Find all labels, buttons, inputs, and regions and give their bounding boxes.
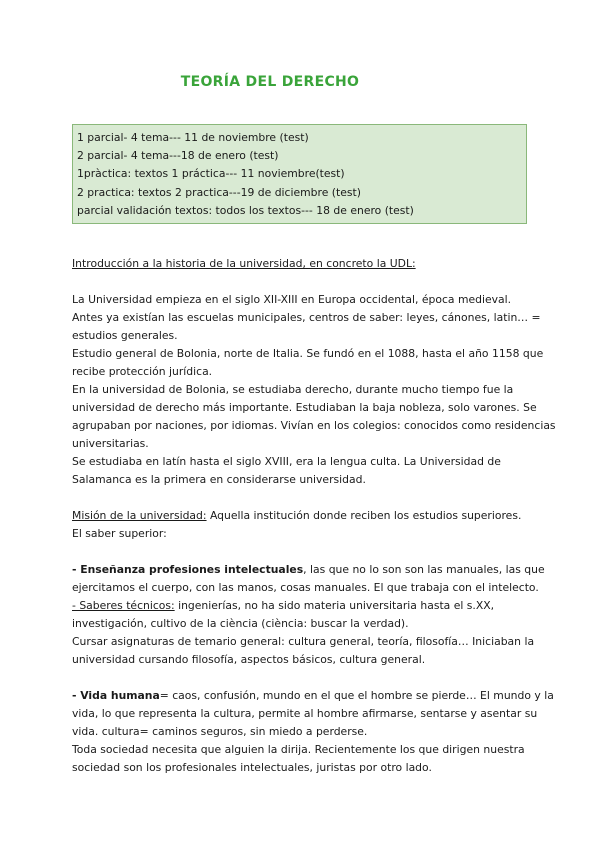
vida-text: = caos, confusión, mundo en el que el hombre se pierde… El mundo y la [159,689,554,702]
paragraph-line: ejercitamos el cuerpo, con las manos, cosas manuales. El que trabaja con el intelecto. [72,581,539,594]
paragraph-line: Salamanca es la primera en considerarse universidad. [72,473,366,486]
section-heading-intro: Introducción a la historia de la universidad, en concreto la UDL: [72,257,416,270]
exam-line: parcial validación textos: todos los textos--- 18 de enero (test) [77,203,414,217]
exam-line: 1 parcial- 4 tema--- 11 de noviembre (test) [77,131,309,144]
saberes-label: - Saberes técnicos: [72,599,175,612]
paragraph-line: universidad cursando filosofía, aspectos básicos, cultura general. [72,653,426,666]
mision-text: Aquella institución donde reciben los estudios superiores. [206,509,522,522]
ensenanza-text: , las que no lo son son las manuales, las que [303,563,545,576]
paragraph-line: Cursar asignaturas de temario general: cultura general, teoría, filosofía… Iniciaban la [72,635,535,648]
ensenanza-line [72,561,545,579]
paragraph-line: universitarias. [72,437,149,450]
document-body [72,255,556,777]
document-title: TEORÍA DEL DERECHO [180,74,360,90]
ensenanza-label: - Enseñanza profesiones intelectuales [72,563,304,576]
paragraph-line: agrupaban por naciones, por idiomas. Vivían en los colegios: conocidos como residencias [72,419,556,432]
paragraph-line: estudios generales. [72,329,178,342]
paragraph-line: sociedad son los profesionales intelectuales, juristas por otro lado. [72,761,432,774]
paragraph-line: vida, lo que representa la cultura, permite al hombre afirmarse, sentarse y asentar su [72,707,538,720]
exam-line: 1pràctica: textos 1 práctica--- 11 noviembre(test) [77,167,345,181]
paragraph-line: Toda sociedad necesita que alguien la dirija. Recientemente los que dirigen nuestra [72,743,525,756]
paragraph-line: Estudio general de Bolonia, norte de Italia. Se fundó en el 1088, hasta el año 1158 que [72,347,544,360]
paragraph-line: investigación, cultivo de la ciència (ciència: buscar la verdad). [72,617,409,630]
vida-line [72,687,554,705]
paragraph-line: En la universidad de Bolonia, se estudiaba derecho, durante mucho tiempo fue la [72,383,514,396]
paragraph-line: recibe protección jurídica. [72,365,213,378]
paragraph-line: vida. cultura= caminos seguros, sin miedo a perderse. [72,725,368,738]
exam-line: 2 parcial- 4 tema---18 de enero (test) [77,149,279,163]
exam-line: 2 practica: textos 2 practica---19 de diciembre (test) [77,185,361,199]
paragraph-line: Antes ya existían las escuelas municipales, centros de saber: leyes, cánones, latin… = [72,311,541,324]
mision-line [72,507,532,525]
mision-label: Misión de la universidad: [72,509,207,522]
paragraph-line: universidad de derecho más importante. Estudiaban la baja nobleza, solo varones. Se [72,401,537,414]
saberes-line [72,597,532,615]
exam-schedule-box [72,124,527,224]
saberes-text: ingenierías, no ha sido materia universitaria hasta el s.XX, [174,599,495,612]
paragraph-line: Se estudiaba en latín hasta el siglo XVIII, era la lengua culta. La Universidad de [72,455,501,468]
paragraph-line: El saber superior: [72,527,167,540]
vida-label: - Vida humana [72,689,160,702]
paragraph-line: La Universidad empieza en el siglo XII-XIII en Europa occidental, época medieval. [72,293,512,306]
